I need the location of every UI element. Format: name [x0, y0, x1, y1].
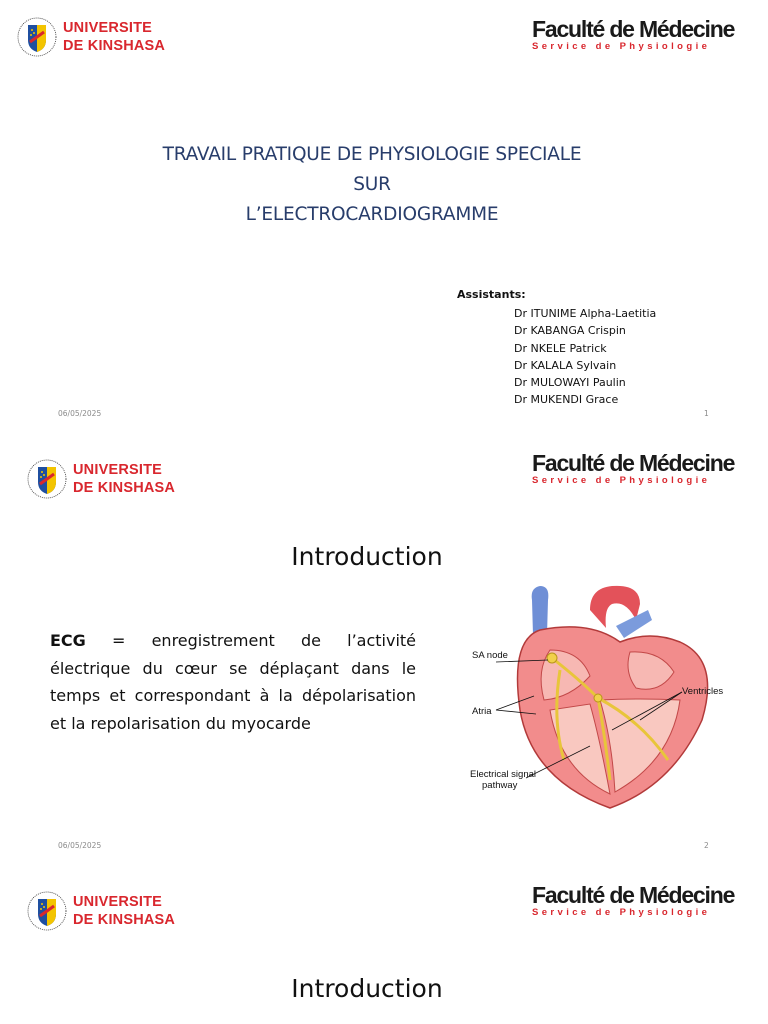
university-logo — [16, 16, 165, 58]
slide-date: 06/05/2025 — [58, 409, 102, 418]
assistant-name: Dr ITUNIME Alpha-Laetitia — [514, 307, 657, 320]
slide-number: 2 — [704, 841, 709, 850]
assistant-name: Dr KALALA Sylvain — [514, 358, 617, 372]
slide-title: Introduction — [291, 542, 443, 571]
university-name-line1: UNIVERSITE — [73, 894, 163, 910]
title-line-2: SUR — [353, 174, 391, 195]
university-name-line1: UNIVERSITE — [63, 20, 153, 36]
university-name-line2: DE KINSHASA — [73, 912, 176, 928]
university-name-line1: UNIVERSITE — [73, 462, 163, 478]
faculty-title: Faculté de Médecine — [532, 16, 735, 42]
university-crest-icon — [26, 458, 68, 500]
university-name — [73, 893, 175, 929]
university-logo — [26, 458, 175, 500]
label-pathway-line1: Electrical signal — [470, 769, 536, 780]
assistant-name: Dr MULOWAYI Paulin — [514, 376, 626, 390]
ecg-definition-text: = enregistrement de l’activité électrique du cœur se déplaçant dans le temps et correspondant à la dépolarisation et la repolarisation du myocarde — [50, 631, 416, 733]
faculty-title: Faculté de Médecine — [532, 882, 735, 908]
faculty-subtitle: Service de Physiologie — [532, 475, 711, 486]
faculty-logo — [532, 16, 734, 52]
sa-node-icon — [547, 653, 557, 663]
presentation-title — [0, 140, 744, 230]
university-logo — [26, 890, 175, 932]
university-name — [73, 461, 175, 497]
assistants-list — [514, 305, 656, 409]
ecg-definition — [50, 627, 416, 737]
faculty-logo — [532, 450, 734, 486]
university-name-line2: DE KINSHASA — [63, 38, 166, 54]
slide-date: 06/05/2025 — [58, 841, 102, 850]
faculty-subtitle: Service de Physiologie — [532, 907, 711, 918]
av-node-icon — [594, 694, 602, 702]
slide-title: Introduction — [291, 974, 443, 1003]
title-line-3: L’ELECTROCARDIOGRAMME — [245, 204, 499, 225]
slide-1 — [0, 0, 768, 432]
university-crest-icon — [26, 890, 68, 932]
slide-3 — [0, 864, 768, 1024]
label-ventricles: Ventricles — [682, 686, 724, 697]
slide-2 — [0, 432, 768, 864]
faculty-title: Faculté de Médecine — [532, 450, 735, 476]
faculty-logo — [532, 882, 734, 918]
slide-number: 1 — [704, 409, 709, 418]
assistant-name: Dr NKELE Patrick — [514, 341, 607, 355]
university-crest-icon — [16, 16, 58, 58]
faculty-subtitle: Service de Physiologie — [532, 41, 711, 52]
ecg-term: ECG — [50, 631, 86, 650]
assistant-name: Dr MUKENDI Grace — [514, 393, 619, 407]
university-name — [63, 19, 165, 55]
assistant-name: Dr KABANGA Crispin — [514, 324, 626, 338]
university-name-line2: DE KINSHASA — [73, 480, 176, 496]
title-line-1: TRAVAIL PRATIQUE DE PHYSIOLOGIE SPECIALE — [162, 144, 582, 165]
label-pathway-line2: pathway — [482, 780, 518, 791]
heart-conduction-diagram — [440, 580, 740, 815]
label-sa-node: SA node — [472, 650, 508, 661]
label-atria: Atria — [472, 706, 492, 717]
assistants-label: Assistants: — [457, 288, 526, 301]
